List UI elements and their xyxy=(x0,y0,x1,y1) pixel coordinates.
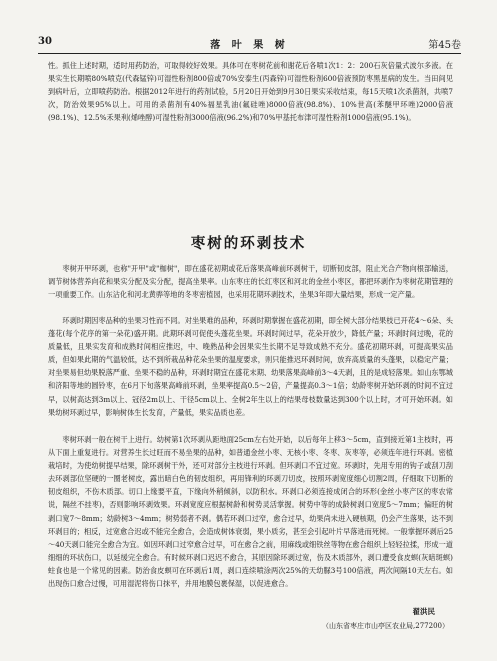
journal-name: 落 叶 果 树 xyxy=(210,40,289,51)
article-paragraph-3: 枣树环剥一般在树干上进行。幼树第1次环剥从距地面25cm左右处开始，以后每年上移3～5cm，直到接近第1主枝时，再从下面上重复进行。对营养生长过旺而不易坐果的品种，如普通金丝小枣、无核小枣、冬枣、灰枣等，必须连年进行环剥。密植栽培时，为使幼树提早结果，除环剥树干外，还可对部分主枝进行环剥。但环剥口不宜过宽。环剥时，先用专用的钩子或刮刀刮去环剥部位坚硬的一圈老树皮，露出暗白色的韧皮组织，再用锋利的环剥刀切皮，按照环剥宽度细心切割2周，仔细取下切断的韧皮组织，不伤木质部。切口上缘要平直，下缘向外稍倾斜，以防积水。环剥口必须连接成闭合的环形(金丝小枣产区的枣农常说，隔丝不挂枣)，否则影响环剥效果。环剥宽度应根据树龄和树势灵活掌握。树势中等的成龄树剥口宽度5～7mm；偏旺的树剥口宽7～8mm；幼龄树3～4mm；树势弱者不剥。偶若环剥口过窄，愈合过早，幼果尚未进入硬核期，仍会产生落果，达不到环剥目的；相反，过宽愈合迟或不能完全愈合，会造成树体衰弱，果小质劣，甚至会引起叶片早落进而死树。一般掌握环剥后25～40天剥口能完全愈合为宜。如因环剥口过窄愈合过早，可在愈合之前，用麻线或细铁丝等物在愈合组织上轻轻拉揉，形成一道细细的环状伤口，以延缓完全愈合。有时候环剥口迟迟不愈合，其原因除环剥过宽，伤及木质部外，剥口遭受食皮螟(灰暗斑螟)蛀食也是一个常见的因素。防治食皮螟可在环剥后1周，剥口连续喷涂两次25%的天幼脲3号100倍液，两次间隔10天左右。如出现伤口愈合过慢，可用湿泥将伤口抹平，并用地膜包裹保湿，以促进愈合。 xyxy=(48,435,453,589)
header-divider xyxy=(38,53,461,54)
page-header xyxy=(38,36,461,52)
continued-paragraph: 性。抓住上述时期，适时用药防治，可取得较好效果。具体可在枣树花前和谢花后各喷1次1：2：200石灰倍量式波尔多液。在果实生长期喷80%喷克(代森锰锌)可湿性粉剂800倍或70%安泰生(丙森锌)可湿性粉剂600倍液预防枣黑星病的发生。当田间见到病叶后，立即喷药防治。根据2012年进行的药剂试验，5月20日开始到9月30日果实采收结束，每15天喷1次杀菌剂，共喷7次，防治效果95%以上。可用的杀菌剂有40%福星乳油(氟硅唑)8000倍液(98.8%)、10%世高(苯醚甲环唑)2000倍液(98.1%)、12.5%禾果利(烯唑醇)可湿性粉剂3000倍液(96.2%)和70%甲基托布津可湿性粉剂1000倍液(95.1%)。 xyxy=(48,61,453,123)
article-title: 枣树的环剥技术 xyxy=(190,236,307,252)
article-paragraph-1: 枣树开甲环剥，也称"开甲"或"枷树"，即在盛花初期或花后落果高峰前环剥树干，切断韧皮部，阻止光合产物向根部输送，调节树体营养向花和果实分配及实分配，提高坐果率。山东枣庄的长红枣区和河北的金丝小枣区，都把环剥作为枣树花期管理的一项重要工作。山东沾化和河北黄骅等地的冬枣密植园，也采用花期环剥技术，坐果3年即大量结果，形成一定产量。 xyxy=(48,264,453,300)
author-affiliation: （山东省枣庄市山亭区农业局,277200） xyxy=(322,622,449,630)
author-name: 翟洪民 xyxy=(412,607,435,616)
page-number: 30 xyxy=(38,36,52,47)
article-paragraph-2: 环剥时期因枣品种的坐果习性而不同。对坐果难的品种，环剥时期掌握在盛花初期，即全树大部分结果枝已开花4～6朵、头蓬花(每个花序的第一朵花)盛开期。此期环剥可促使头蓬花坐果。环剥时间过早，花朵开放少，降低产量；环剥时间过晚，花的质量低，且果实发育和成熟时间相应推迟，中、晚熟品种会因果实生长期不足导致成熟不充分。盛花初期环剥，可提高果实品质，但如果此期的气温较低，达不到所栽品种花朵坐果的温度要求，则只能推迟环剥时间，放弃高质量的头蓬果，以稳定产量；对坐果易但幼果脱落严重、坐果不稳的品种，环剥时期宜在盛花末期、幼果落果高峰前3～4天剥，且的是成轻落果。如山东鄂城和济阳等地的圆铃枣，在6月下旬落果高峰前环剥，坐果率提高0.5～2倍，产量提高0.3～1倍；幼龄枣树开始环剥的时间不宜过早，以树高达到3m以上、冠径2m以上、干径5cm以上、全树2年生以上的结果母枝数量达到300个以上时，才可开始环剥。如果幼树环剥过早，影响树体生长发育，产量低，果实品质也差。 xyxy=(48,316,453,417)
volume-label: 第45卷 xyxy=(428,40,461,51)
